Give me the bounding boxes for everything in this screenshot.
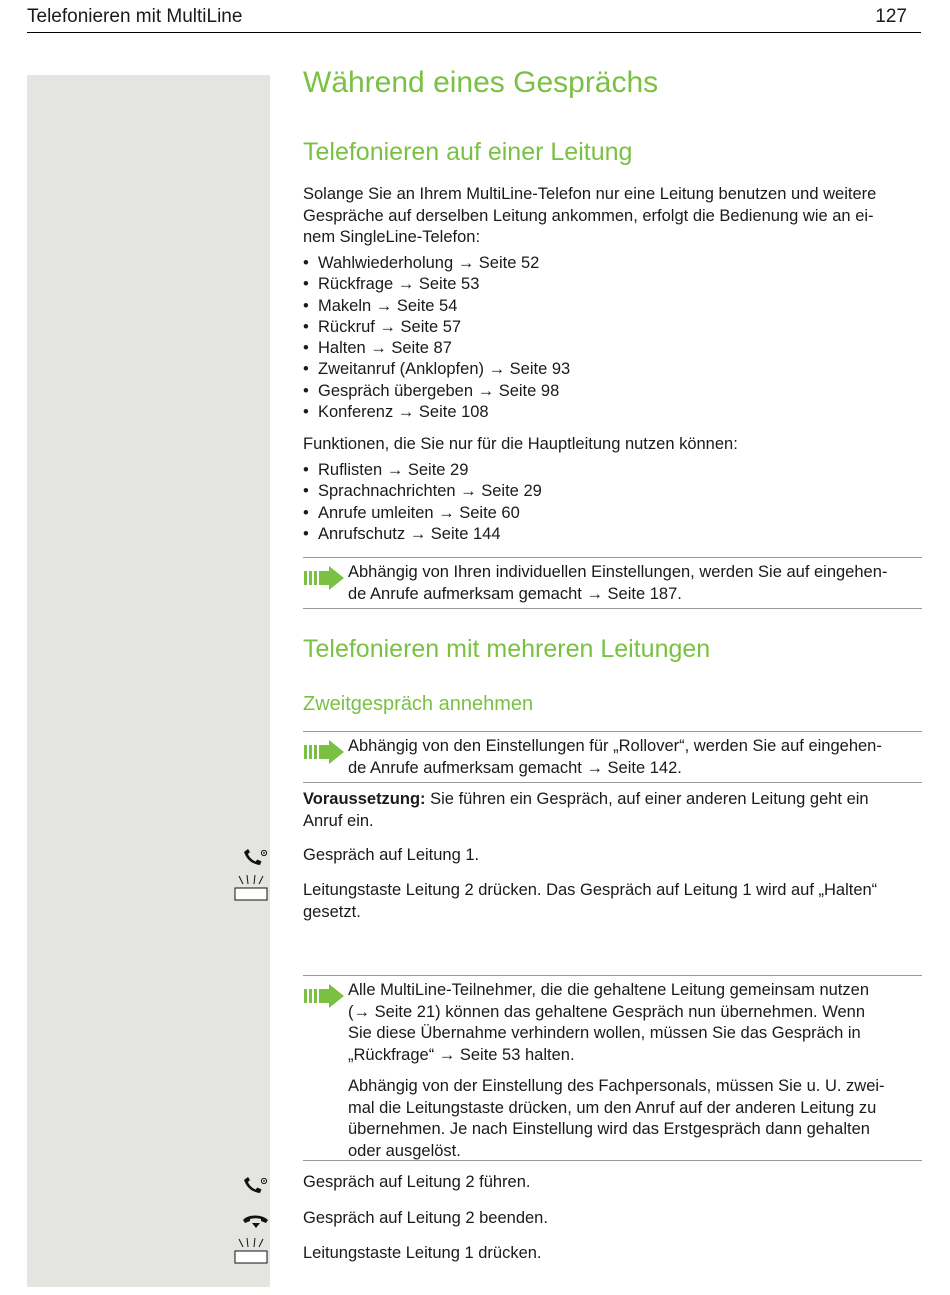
handset-active-icon (242, 849, 268, 867)
prerequisite-text: Anruf ein. (303, 811, 374, 830)
list-item[interactable]: • Zweitanruf (Anklopfen) → Seite 93 (303, 359, 570, 380)
note-line: Abhängig von Ihren individuellen Einstellungen, werden Sie auf eingehen- (348, 563, 888, 581)
page-header (27, 6, 921, 33)
prerequisite (303, 789, 922, 832)
note-line: oder ausgelöst. (348, 1141, 461, 1160)
note-arrow-icon (303, 566, 345, 590)
step-text: Gespräch auf Leitung 1. (303, 846, 480, 864)
step-text: Gespräch auf Leitung 2 beenden. (303, 1209, 548, 1227)
note-paragraph (348, 1076, 922, 1162)
intro-paragraph (303, 184, 922, 249)
prerequisite-text: Sie führen ein Gespräch, auf einer anderen Leitung geht ein (425, 790, 869, 808)
subsection-title-single-line: Telefonieren auf einer Leitung (303, 138, 633, 166)
handset-active-icon (242, 1177, 268, 1195)
subsubsection-title: Zweitgespräch annehmen (303, 693, 534, 715)
note-line: Alle MultiLine-Teilnehmer, die die gehaltene Leitung gemeinsam nutzen (348, 981, 869, 999)
note-line: de Anrufe aufmerksam gemacht → Seite 142. (348, 758, 682, 777)
header-title: Telefonieren mit MultiLine (27, 6, 243, 27)
note-line: Abhängig von den Einstellungen für „Rollover“, werden Sie auf eingehen- (348, 737, 882, 755)
functions-intro: Funktionen, die Sie nur für die Hauptleitung nutzen können: (303, 435, 738, 453)
page-number: 127 (875, 6, 907, 27)
note-line: mal die Leitungstaste drücken, um den Anruf auf der anderen Leitung zu (348, 1098, 877, 1117)
prerequisite-label: Voraussetzung: (303, 790, 426, 808)
step-text: Leitungstaste Leitung 1 drücken. (303, 1244, 542, 1262)
list-item[interactable]: • Gespräch übergeben → Seite 98 (303, 381, 570, 402)
step-text-line: gesetzt. (303, 902, 361, 921)
line-key-flashing-icon[interactable] (233, 874, 269, 902)
note-box (303, 975, 922, 1161)
list-item[interactable]: • Rückruf → Seite 57 (303, 317, 570, 338)
note-arrow-icon (303, 984, 345, 1008)
list-item[interactable]: • Makeln → Seite 54 (303, 296, 570, 317)
list-item[interactable]: • Sprachnachrichten → Seite 29 (303, 481, 542, 502)
main-line-function-list (303, 460, 542, 545)
intro-line: nem SingleLine-Telefon: (303, 228, 481, 246)
intro-line: Gespräche auf derselben Leitung ankommen, erfolgt die Bedienung wie an ei- (303, 206, 874, 225)
note-text (348, 976, 922, 1167)
list-item[interactable]: • Anrufe umleiten → Seite 60 (303, 503, 542, 524)
list-item[interactable]: • Halten → Seite 87 (303, 338, 570, 359)
hang-up-icon (242, 1213, 270, 1229)
note-line: „Rückfrage“ → Seite 53 halten. (348, 1045, 575, 1064)
note-line: Abhängig von der Einstellung des Fachpersonals, müssen Sie u. U. zwei- (348, 1077, 885, 1095)
step-text-line: Leitungstaste Leitung 2 drücken. Das Gespräch auf Leitung 1 wird auf „Halten“ (303, 881, 878, 899)
note-box (303, 731, 922, 783)
note-line: de Anrufe aufmerksam gemacht → Seite 187. (348, 584, 682, 603)
sidebar-column (27, 75, 270, 1287)
subsection-title-multi-line: Telefonieren mit mehreren Leitungen (303, 635, 711, 663)
list-item[interactable]: • Rückfrage → Seite 53 (303, 274, 570, 295)
note-arrow-icon (303, 740, 345, 764)
list-item[interactable]: • Ruflisten → Seite 29 (303, 460, 542, 481)
note-text (348, 558, 922, 610)
note-line: (→ Seite 21) können das gehaltene Gespräch nun übernehmen. Wenn (348, 1002, 866, 1021)
list-item[interactable]: • Wahlwiederholung → Seite 52 (303, 253, 570, 274)
note-box (303, 557, 922, 609)
intro-line: Solange Sie an Ihrem MultiLine-Telefon nur eine Leitung benutzen und weitere (303, 185, 877, 203)
note-line: übernehmen. Je nach Einstellung wird das Erstgespräch dann gehalten (348, 1120, 870, 1138)
step-text: Gespräch auf Leitung 2 führen. (303, 1173, 531, 1191)
feature-list (303, 253, 570, 423)
list-item[interactable]: • Anrufschutz → Seite 144 (303, 524, 542, 545)
list-item[interactable]: • Konferenz → Seite 108 (303, 402, 570, 423)
step-text (303, 880, 922, 923)
line-key-flashing-icon[interactable] (233, 1237, 269, 1265)
note-line: Sie diese Übernahme verhindern wollen, müssen Sie das Gespräch in (348, 1024, 861, 1042)
note-paragraph (348, 980, 922, 1066)
note-text (348, 732, 922, 784)
section-title: Während eines Gesprächs (303, 66, 659, 99)
